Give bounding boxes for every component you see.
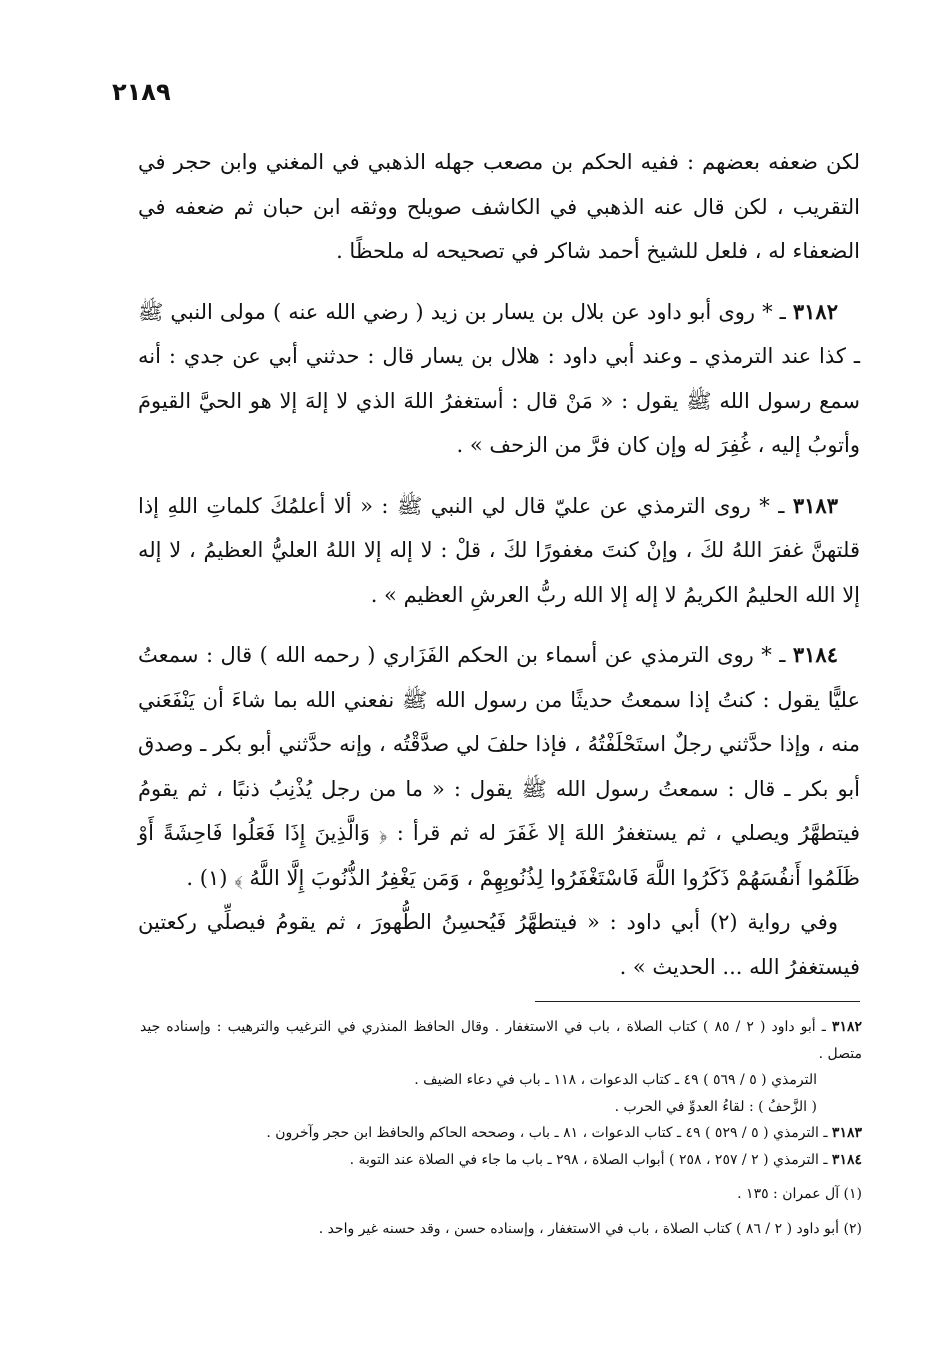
hadith-3184 (138, 633, 860, 900)
footnote-3182-tirmidhi: الترمذي ( ٥ / ٥٦٩ ) ٤٩ ـ كتاب الدعوات ، ١١٨ ـ باب في دعاء الضيف . (414, 1072, 817, 1088)
footnotes (140, 1014, 862, 1242)
footnote-3184 (140, 1147, 862, 1174)
hadith-number: ٣١٨٤ (792, 642, 838, 667)
hadith-text: ـ * روى الترمذي عن عليّ قال لي النبي ﷺ : « ألا أعلمُكَ كلماتِ اللهِ إذا قلتهنَّ غفرَ اللهُ لكَ ، وإنْ كنتَ مغفورًا لكَ ، قلْ : لا إله إلا اللهُ العليُّ العظيمُ ، لا إله إلا الله الحليمُ الكريمُ لا إله إلا الله ربُّ العرشِ العظيم » . (138, 493, 860, 607)
footnote-1: (١) آل عمران : ١٣٥ . (737, 1186, 862, 1202)
footnote-3182 (140, 1014, 862, 1067)
paragraph-continuation: لكن ضعفه بعضهم : ففيه الحكم بن مصعب جهله الذهبي في المغني وابن حجر في التقريب ، لكن قال عنه الذهبي في الكاشف صويلح ووثقه ابن حبان ثم ضعفه في الضعفاء له ، فلعل للشيخ أحمد شاكر في تصحيحه له ملحظًا . (138, 150, 860, 263)
hadith-3182 (138, 290, 860, 468)
footnote-text: ـ أبو داود ( ٢ / ٨٥ ) كتاب الصلاة ، باب في الاستغفار . وقال الحافظ المنذري في الترغيب والترهيب : وإسناده جيد متصل . (140, 1019, 862, 1062)
page-number: ٢١٨٩ (112, 78, 171, 106)
hadith-3183 (138, 484, 860, 618)
hadith-number: ٣١٨٣ (792, 492, 838, 518)
footnote-2: (٢) أبو داود ( ٢ / ٨٦ ) كتاب الصلاة ، باب في الاستغفار ، وإسناده حسن ، وقد حسنه غير واحد . (318, 1220, 862, 1237)
footnote-number: ٣١٨٣ (831, 1125, 862, 1141)
main-text (138, 140, 860, 989)
hadith-number: ٣١٨٢ (792, 298, 838, 324)
footnote-3182-gloss: ( الزَّحفُ ) : لقاءُ العدوِّ في الحرب . (614, 1098, 817, 1115)
footnote-number: ٣١٨٢ (831, 1019, 862, 1035)
hadith-text: ـ * روى الترمذي عن أسماء بن الحكم الفَزَاري ( رحمه الله ) قال : سمعتُ عليًّا يقول : كنتُ إذا سمعتُ حديثًا من رسول الله ﷺ نفعني الله بما شاءَ أن يَنْفَعَني منه ، وإذا حدَّثني رجلٌ استَحْلَفْتُهُ ، فإذا حلفَ لي صدَّقْتُه ، وإنه حدَّثني أبو بكر ـ وصدق أبو بكر ـ قال : سمعتُ رسول الله ﷺ يقول : « ما من رجل يُذْنِبُ ذنبًا ، ثم يقومُ فيتطهَّرُ ويصلي ، ثم يستغفرُ اللهَ إلا غَفَرَ له ثم قرأ : ﴿ وَالَّذِينَ إِذَا فَعَلُوا فَاحِشَةً أَوْ ظَلَمُوا أَنفُسَهُمْ ذَكَرُوا اللَّهَ فَاسْتَغْفَرُوا لِذُنُوبِهِمْ ، وَمَن يَغْفِرُ الذُّنُوبَ إِلَّا اللَّهُ ﴾ (١) . (138, 643, 860, 890)
footnote-3183 (140, 1120, 862, 1147)
footnote-divider (535, 1001, 860, 1002)
riwaya-paragraph: وفي رواية (٢) أبي داود : « فيتطهَّرُ فَيُحسِنُ الطُّهورَ ، ثم يقومُ فيصلِّي ركعتين فيستغفرُ الله ... الحديث » . (138, 910, 860, 979)
footnote-text: ـ الترمذي ( ٢ / ٢٥٧ ، ٢٥٨ ) أبواب الصلاة ، ٢٩٨ ـ باب ما جاء في الصلاة عند التوبة . (349, 1151, 832, 1168)
footnote-text: ـ الترمذي ( ٥ / ٥٢٩ ) ٤٩ ـ كتاب الدعوات ، ٨١ ـ باب ، وصححه الحاكم والحافظ ابن حجر وآخرون . (266, 1125, 832, 1141)
footnote-number: ٣١٨٤ (831, 1151, 862, 1168)
hadith-text: ـ * روى أبو داود عن بلال بن يسار بن زيد ( رضي الله عنه ) مولى النبي ﷺ ـ كذا عند الترمذي ـ وعند أبي داود : هلال بن يسار قال : حدثني أبي عن جدي : أنه سمع رسول الله ﷺ يقول : « مَنْ قال : أستغفرُ اللهَ الذي لا إلهَ إلا هو الحيَّ القيومَ وأتوبُ إليه ، غُفِرَ له وإن كان فرَّ من الزحف » . (138, 299, 860, 457)
